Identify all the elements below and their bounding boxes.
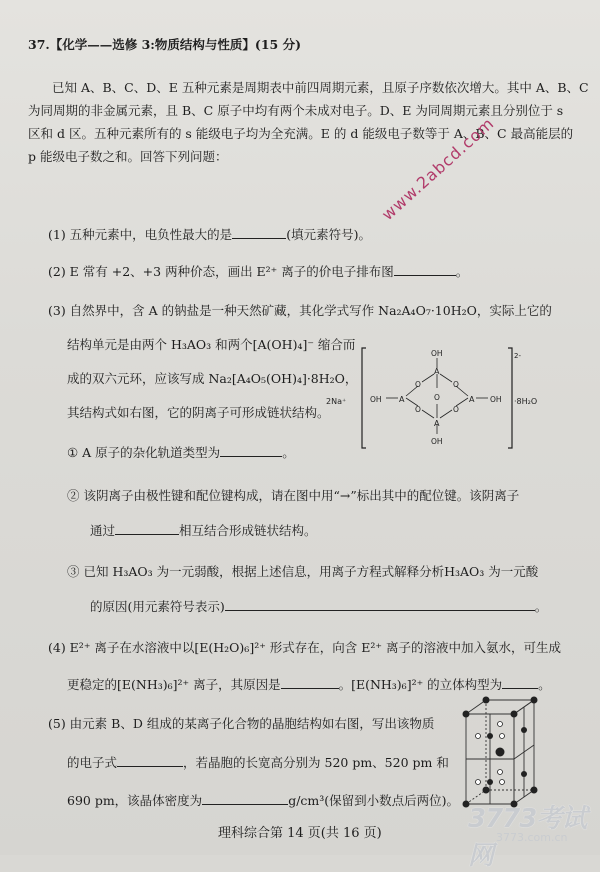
a-left: A <box>399 395 405 404</box>
q4-tail: 。 <box>538 677 551 692</box>
q5-line-3 <box>67 792 459 809</box>
q4-geometry-blank[interactable] <box>502 676 538 689</box>
q3-sub2-line-2 <box>90 522 317 539</box>
q4-line-1: (4) E²⁺ 离子在水溶液中以[E(H₂O)₆]²⁺ 形式存在，向含 E²⁺ 离子的溶液中加入氨水，可生成 <box>48 640 561 655</box>
q1-line <box>48 226 371 243</box>
q4-line-2 <box>67 676 551 693</box>
q3-sub1-answer-blank[interactable] <box>220 444 282 457</box>
q5-electron-formula-blank[interactable] <box>117 754 183 767</box>
q3-sub2-line-1: ② 该阴离子由极性键和配位键构成，请在图中用“→”标出其中的配位键。该阴离子 <box>67 488 520 503</box>
q5-line-2 <box>67 754 449 771</box>
sodium-ion-label: 2Na⁺ <box>326 397 347 406</box>
q5-line-1: (5) 由元素 B、D 组成的某离子化合物的晶胞结构如右图，写出该物质 <box>48 716 435 731</box>
intro-line-2: 为同周期的非金属元素，且 B、C 原子中均有两个未成对电子。D、E 为同周期元素且分别位于 s <box>28 103 564 118</box>
water-of-crystallization: ·8H₂O <box>514 397 538 406</box>
q1-answer-blank[interactable] <box>232 226 286 239</box>
site-logo <box>468 798 596 871</box>
q3-line-2: 结构单元是由两个 H₃AO₃ 和两个[A(OH)₄]⁻ 缩合而 <box>67 337 356 352</box>
o-upper-right: O <box>453 380 459 389</box>
q5-text-d: g/cm³(保留到小数点后两位)。 <box>288 793 460 808</box>
q3-line-3: 成的双六元环，应该写成 Na₂[A₄O₅(OH)₄]·8H₂O， <box>67 371 358 386</box>
q3-sub3-line-2 <box>90 598 547 615</box>
oh-top: OH <box>431 349 443 358</box>
q3-sub1-text: ① A 原子的杂化轨道类型为 <box>67 445 221 460</box>
q3-sub3-line-1: ③ 已知 H₃AO₃ 为一元弱酸，根据上述信息，用离子方程式解释分析H₃AO₃ 为一元酸 <box>67 564 539 579</box>
intro-line-3: 区和 d 区。五种元素所有的 s 能级电子均为全充满。E 的 d 能级电子数等于 A、B、C 最高能层的 <box>28 126 574 141</box>
q4-text-a: 更稳定的[E(NH₃)₆]²⁺ 离子，其原因是 <box>67 677 281 692</box>
q3-sub1-line <box>67 444 295 461</box>
a-bottom: A <box>434 419 440 428</box>
q2-line <box>48 263 468 280</box>
q3-sub3-tail: 。 <box>534 599 548 614</box>
borate-structure-diagram <box>318 336 550 456</box>
oh-left: OH <box>370 395 382 404</box>
o-upper-left: O <box>415 380 421 389</box>
q5-density-blank[interactable] <box>202 792 288 805</box>
q3-sub2-text-b: 相互结合形成链状结构。 <box>179 523 317 538</box>
question-header: 37.【化学——选修 3:物质结构与性质】(15 分) <box>28 37 301 52</box>
q4-reason-blank[interactable] <box>281 676 339 689</box>
o-lower-right: O <box>453 405 459 414</box>
q1-tail: (填元素符号)。 <box>286 227 371 242</box>
diagonal-watermark: www.2abcd.com <box>378 113 498 225</box>
a-top: A <box>434 367 440 376</box>
o-lower-left: O <box>415 405 421 414</box>
q1-text: (1) 五种元素中，电负性最大的是 <box>48 227 233 242</box>
logo-url: 3773.com.cn <box>496 831 568 844</box>
o-center: O <box>434 393 440 402</box>
q2-answer-blank[interactable] <box>394 263 456 276</box>
q3-line-4: 其结构式如右图，它的阴离子可形成链状结构。 <box>67 405 330 420</box>
q3-sub3-text: 的原因(用元素符号表示) <box>90 599 225 614</box>
logo-text: 3773考试网 <box>468 804 587 871</box>
q3-sub1-tail: 。 <box>282 445 295 460</box>
intro-line-4: p 能级电子数之和。回答下列问题： <box>28 149 228 164</box>
oh-right: OH <box>490 395 502 404</box>
oh-bottom: OH <box>431 437 443 446</box>
q3-sub3-answer-blank[interactable] <box>225 598 535 611</box>
q3-line-1: (3) 自然界中，含 A 的钠盐是一种天然矿藏，其化学式写作 Na₂A₄O₇·10H₂O，实际上它的 <box>48 303 552 318</box>
q5-text-a: 的电子式 <box>67 755 118 770</box>
a-right: A <box>469 395 475 404</box>
crystal-cell-diagram <box>458 694 544 812</box>
q5-text-c: 690 pm，该晶体密度为 <box>67 793 203 808</box>
charge-label: 2- <box>514 352 521 360</box>
q5-text-b: ，若晶胞的长宽高分别为 520 pm、520 pm 和 <box>183 755 449 770</box>
q4-text-b: 。[E(NH₃)₆]²⁺ 的立体构型为 <box>338 677 503 692</box>
q3-sub2-text-a: 通过 <box>90 523 116 538</box>
q3-sub2-answer-blank[interactable] <box>115 522 179 535</box>
q2-text: (2) E 常有 +2、+3 两种价态，画出 E²⁺ 离子的价电子排布图 <box>48 264 394 279</box>
page-footer: 理科综合第 14 页(共 16 页) <box>218 826 382 841</box>
q2-tail: 。 <box>455 264 469 279</box>
intro-line-1: 已知 A、B、C、D、E 五种元素是周期表中前四周期元素，且原子序数依次增大。其中 A、B、C <box>52 80 589 95</box>
